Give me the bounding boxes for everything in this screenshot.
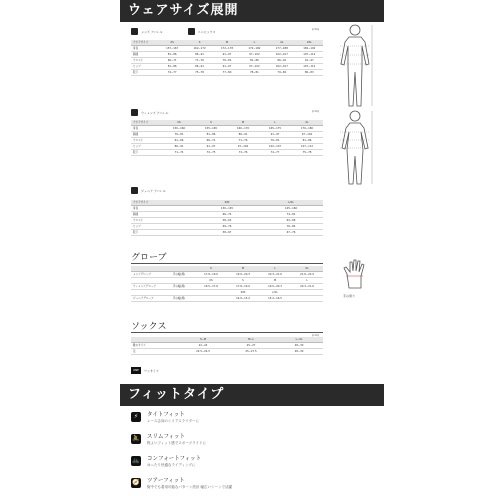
- table-cell: 107~112: [296, 64, 323, 70]
- cyclist-icon: 🚴: [132, 435, 140, 442]
- table-cell: 17.8~19.0: [227, 284, 259, 290]
- table-cell: 20.3~21.6: [259, 272, 291, 278]
- fit-type-title-text: スリムフィット: [147, 434, 186, 440]
- table-cell: 81~86: [158, 52, 185, 58]
- mens-label: メンズ アパレル: [141, 29, 163, 34]
- table-header-cell: M~L: [227, 337, 275, 343]
- table-cell: 86~91: [227, 132, 259, 138]
- table-cell: 86~91: [186, 64, 213, 70]
- hand-caption: 手の周り: [343, 294, 356, 298]
- table-cell: 76~81: [259, 138, 291, 144]
- table-cell: 172~178: [213, 46, 240, 52]
- table-header-cell: L/XL: [259, 200, 323, 206]
- socks-title: ソックス: [131, 322, 167, 332]
- table-cell: 21.6~22.9: [291, 272, 323, 278]
- glove-title: グローブ: [131, 253, 167, 263]
- table-cell: L: [291, 278, 323, 284]
- table-cell: 81~86: [195, 132, 227, 138]
- tour-icon: 🧭: [132, 479, 140, 486]
- table-cell: ヒップ: [131, 224, 195, 230]
- table-cell: 股下: [131, 230, 195, 236]
- table-cell: 25~27: [227, 343, 275, 349]
- unisex-logo-icon: [188, 28, 195, 35]
- table-cell: 81~86: [241, 58, 268, 64]
- table-cell: 86~91: [268, 58, 295, 64]
- table-cell: 靴のサイズ: [131, 343, 179, 349]
- table-cell: 86~91: [163, 144, 195, 150]
- table-cell: 22.5~24.5: [179, 349, 227, 355]
- table-row: [131, 296, 323, 302]
- table-cell: 胸囲: [131, 132, 163, 138]
- table-row: [131, 150, 323, 156]
- table-cell: ジュニアグローブ: [131, 296, 163, 302]
- table-cell: 手の幅(周): [163, 272, 195, 278]
- womens-label: ウィメンズ アパレル: [141, 110, 169, 115]
- table-cell: 足: [131, 349, 179, 355]
- fit-type-header: [120, 384, 384, 406]
- table-cell: 61~66: [163, 138, 195, 144]
- table-cell: 20.3~21.6: [291, 284, 323, 290]
- table-cell: 25~27.5: [227, 349, 275, 355]
- table-header-cell: アジアサイズ: [131, 40, 158, 46]
- table-header-cell: L~XL: [275, 337, 323, 343]
- table-header-cell: M: [213, 40, 240, 46]
- table-cell: 75~78: [291, 150, 323, 156]
- womens-body-figure-icon: [335, 108, 375, 188]
- table-cell: 14.0~15.2: [227, 296, 259, 302]
- comfort-icon: 🚲: [132, 457, 140, 464]
- table-cell: 身長: [131, 126, 163, 132]
- table-cell: ウィメンズグローブ: [131, 284, 163, 290]
- table-cell: 胸囲: [131, 52, 158, 58]
- table-cell: 155~165: [195, 126, 227, 132]
- table-cell: 74~77: [158, 70, 185, 76]
- table-cell: 71~76: [227, 138, 259, 144]
- table-cell: 胸囲: [131, 212, 195, 218]
- table-header-cell: M: [227, 266, 259, 272]
- table-cell: 17.8~19.0: [195, 272, 227, 278]
- socks-unit: (cm): [312, 333, 319, 337]
- table-cell: 手の幅(周): [163, 296, 195, 302]
- table-cell: 97~102: [227, 144, 259, 150]
- table-cell: 150~160: [163, 126, 195, 132]
- table-cell: 130~145: [195, 206, 259, 212]
- table-cell: 177~188: [268, 46, 295, 52]
- table-cell: 162~172: [186, 46, 213, 52]
- junior-logo-icon: [131, 187, 138, 194]
- table-cell: 股下: [131, 70, 158, 76]
- one-size-badge: ONE: [131, 367, 141, 374]
- table-cell: S/M: [227, 290, 259, 296]
- fit-type-description: 街中でも着用可能なパターン設計 幅広いシーンで活躍: [147, 485, 232, 489]
- table-row: [131, 70, 323, 76]
- mens-body-figure-icon: [335, 22, 375, 110]
- table-header-cell: S: [186, 40, 213, 46]
- table-header-cell: 2XL: [296, 40, 323, 46]
- table-cell: 58~63: [195, 218, 259, 224]
- table-cell: 182~192: [296, 46, 323, 52]
- table-cell: 28~30: [275, 343, 323, 349]
- fit-type-item: [131, 478, 232, 490]
- table-header-cell: S/M: [195, 200, 259, 206]
- fit-type-description: 程よいフィット感でスポーツライドに: [147, 441, 206, 445]
- table-cell: 74~81: [259, 212, 323, 218]
- junior-label: ジュニア アパレル: [141, 188, 166, 193]
- junior-label-row: [131, 187, 166, 194]
- table-cell: 69~76: [195, 224, 259, 230]
- table-cell: 身長: [131, 206, 195, 212]
- glove-rule: [131, 263, 323, 264]
- mens-logo-icon: [131, 28, 138, 35]
- table-header-cell: L: [241, 40, 268, 46]
- mens-label-row: [131, 28, 216, 35]
- wear-size-title: ウェアサイズ展開: [128, 3, 239, 18]
- table-cell: ウエスト: [131, 138, 163, 144]
- table-cell: メンズグローブ: [131, 272, 163, 278]
- table-cell: 股下: [131, 150, 163, 156]
- table-cell: 97~102: [291, 132, 323, 138]
- junior-size-table: [131, 200, 323, 236]
- table-cell: 81~86: [291, 138, 323, 144]
- mens-unit: (cm): [312, 27, 319, 31]
- table-cell: ヒップ: [131, 144, 163, 150]
- table-cell: 107~112: [291, 144, 323, 150]
- table-cell: 81~86: [158, 64, 185, 70]
- table-cell: 66~71: [195, 138, 227, 144]
- fit-type-item: [131, 412, 199, 424]
- mens-size-table: [131, 40, 323, 76]
- table-cell: 74~77: [259, 150, 291, 156]
- table-cell: 80~83: [296, 70, 323, 76]
- table-cell: 15.2~16.5: [259, 296, 291, 302]
- table-header-cell: S: [195, 266, 227, 272]
- one-size-tag: [131, 367, 159, 374]
- glove-size-table: [131, 266, 323, 302]
- table-cell: 91~97: [213, 52, 240, 58]
- fit-type-description: レース志向のシリアスライダーに: [147, 419, 200, 423]
- table-cell: 75~78: [186, 70, 213, 76]
- unisex-label: ユニセックス: [197, 29, 216, 34]
- fit-type-title-text: タイトフィット: [147, 412, 185, 418]
- table-cell: 91~97: [259, 132, 291, 138]
- table-cell: 170~180: [291, 126, 323, 132]
- table-cell: L/XL: [259, 290, 291, 296]
- table-cell: 19.0~20.3: [227, 272, 259, 278]
- table-cell: 77~80: [213, 70, 240, 76]
- table-cell: ウエスト: [131, 58, 158, 64]
- table-header-cell: XL: [291, 266, 323, 272]
- table-cell: 76~81: [163, 132, 195, 138]
- table-cell: 145~160: [259, 206, 323, 212]
- wear-size-header: [120, 0, 384, 22]
- table-header-cell: XL: [291, 120, 323, 126]
- table-cell: [291, 296, 323, 302]
- table-header-cell: XL: [268, 40, 295, 46]
- table-cell: 160~170: [227, 126, 259, 132]
- table-row: [131, 349, 323, 355]
- table-cell: 身長: [131, 46, 158, 52]
- fit-type-title-text: コンフォートフィット: [147, 456, 202, 462]
- race-icon: ⚡: [131, 412, 141, 422]
- womens-label-row: [131, 109, 168, 116]
- table-cell: 66~71: [158, 58, 185, 64]
- table-cell: 63~68: [259, 218, 323, 224]
- fit-type-item: [131, 456, 201, 468]
- table-cell: 79~82: [268, 70, 295, 76]
- table-cell: 71~74: [163, 150, 195, 156]
- table-cell: M: [259, 278, 291, 284]
- womens-logo-icon: [131, 109, 138, 116]
- table-header-cell: XS: [158, 40, 185, 46]
- table-cell: 手の幅(周): [163, 284, 195, 290]
- table-cell: 28~30: [275, 349, 323, 355]
- table-cell: 86~91: [186, 52, 213, 58]
- table-cell: 76~81: [213, 58, 240, 64]
- table-cell: 102~107: [259, 144, 291, 150]
- table-header-cell: L: [259, 120, 291, 126]
- table-cell: 22~24: [179, 343, 227, 349]
- table-header-cell: S: [195, 120, 227, 126]
- table-cell: ヒップ: [131, 64, 158, 70]
- table-cell: 78~81: [241, 70, 268, 76]
- womens-size-table: [131, 120, 323, 156]
- table-header-cell: M: [227, 120, 259, 126]
- table-cell: XS: [195, 278, 227, 284]
- table-cell: ウエスト: [131, 218, 195, 224]
- table-cell: 172~182: [241, 46, 268, 52]
- table-cell: 91~97: [296, 58, 323, 64]
- table-header-cell: アジアサイズ: [131, 200, 195, 206]
- fit-type-item: [131, 434, 206, 446]
- table-header-cell: S~M: [179, 337, 227, 343]
- table-header-cell: XS: [163, 120, 195, 126]
- table-cell: 102~107: [268, 52, 295, 58]
- table-cell: S: [227, 278, 259, 284]
- table-cell: 66~74: [195, 212, 259, 218]
- table-cell: [195, 296, 227, 302]
- hand-figure-icon: [341, 258, 369, 292]
- table-cell: 76~84: [259, 224, 323, 230]
- table-cell: 73~76: [227, 150, 259, 156]
- table-cell: 97~102: [241, 64, 268, 70]
- table-cell: 67~76: [259, 230, 323, 236]
- table-cell: 16.5~17.8: [195, 284, 227, 290]
- one-size-label: ワンサイズ: [144, 368, 159, 373]
- socks-rule: [131, 332, 323, 333]
- fit-type-description: ゆったり快適なライディングに: [147, 463, 196, 467]
- table-cell: 102~107: [268, 64, 295, 70]
- table-row: [131, 230, 323, 236]
- table-cell: 58~67: [195, 230, 259, 236]
- socks-size-table: [131, 337, 323, 355]
- table-cell: 91~97: [213, 64, 240, 70]
- table-cell: 19.0~20.3: [259, 284, 291, 290]
- table-cell: 107~112: [296, 52, 323, 58]
- table-cell: 165~175: [259, 126, 291, 132]
- table-cell: 157~167: [158, 46, 185, 52]
- womens-unit: (cm): [312, 109, 319, 113]
- fit-type-title-text: ツアーフィット: [147, 478, 185, 484]
- table-cell: 91~97: [195, 144, 227, 150]
- table-cell: 72~75: [195, 150, 227, 156]
- table-header-cell: L: [259, 266, 291, 272]
- table-cell: 97~102: [241, 52, 268, 58]
- table-cell: 71~76: [186, 58, 213, 64]
- table-header-cell: アジアサイズ: [131, 120, 163, 126]
- fit-type-title: フィットタイプ: [128, 387, 225, 402]
